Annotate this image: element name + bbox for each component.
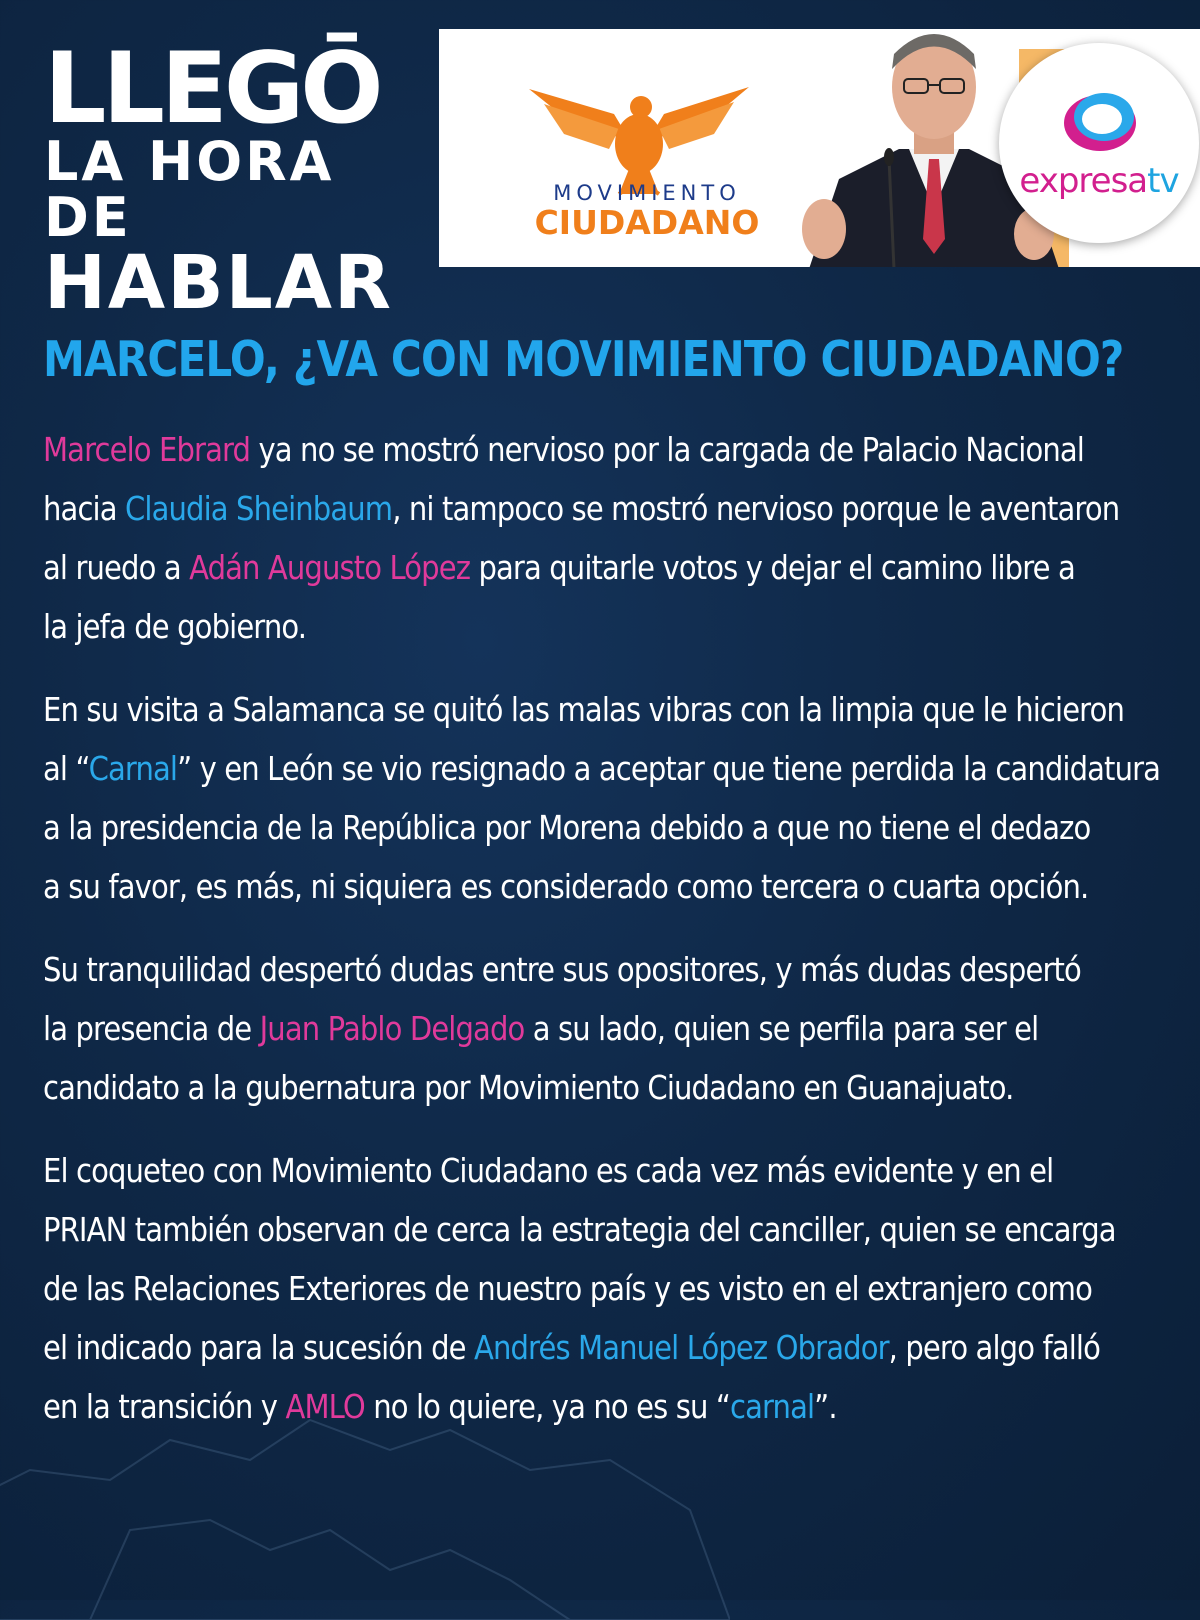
text-span: ”. [814,1387,837,1426]
text-line [43,999,1178,1058]
highlight-name: Marcelo Ebrard [43,430,251,469]
text-line [43,1318,1178,1377]
highlight-name: Adán Augusto López [189,548,471,587]
brand-line-1: LLEGŌ [44,32,380,146]
highlight-word: carnal [729,1387,815,1426]
highlight-name: AMLO [285,1387,365,1426]
text-span: en la transición y [43,1387,286,1426]
text-line: candidato a la gubernatura por Movimiento Ciudadano en Guanajuato. [43,1068,1014,1107]
paragraph-1 [43,420,1178,656]
text-line: Su tranquilidad despertó dudas entre sus opositores, y más dudas despertó [43,950,1081,989]
text-span: para quitarle votos y dejar el camino libre a [470,548,1075,587]
text-line: El coqueteo con Movimiento Ciudadano es cada vez más evidente y en el [43,1151,1054,1190]
channel-name-prefix: expresa [1019,161,1148,201]
text-line [43,739,1178,798]
highlight-name: Claudia Sheinbaum [124,489,393,528]
text-span: al “ [43,749,89,788]
text-line: En su visita a Salamanca se quitó las malas vibras con la limpia que le hicieron [43,690,1125,729]
channel-name [999,161,1199,201]
paragraph-4 [43,1141,1178,1436]
highlight-name: Andrés Manuel López Obrador [473,1328,889,1367]
text-span: ya no se mostró nervioso por la cargada de Palacio Nacional [250,430,1084,469]
paragraph-2 [43,680,1178,916]
paragraph-3 [43,940,1178,1117]
text-line: la jefa de gobierno. [43,607,307,646]
text-line [43,538,1178,597]
party-name-top: MOVIMIENTO [553,181,741,205]
text-line [43,420,1178,479]
text-line: a la presidencia de la República por Morena debido a que no tiene el dedazo [43,808,1091,847]
text-line: PRIAN también observan de cerca la estrategia del canciller, quien se encarga [43,1210,1116,1249]
text-line [43,1377,1178,1436]
text-span: ” y en León se vio resignado a aceptar que tiene perdida la candidatura [177,749,1161,788]
text-span: no lo quiere, ya no es su “ [364,1387,730,1426]
text-span: el indicado para la sucesión de [43,1328,474,1367]
channel-name-suffix: tv [1147,161,1179,201]
channel-logo [999,43,1199,243]
text-line: a su favor, es más, ni siquiera es considerado como tercera o cuarta opción. [43,867,1089,906]
article-headline: MARCELO, ¿VA CON MOVIMIENTO CIUDADANO? [43,331,1124,388]
brand-line-2: LA HORA DE [44,130,335,249]
party-name-bottom: CIUDADANO [534,203,760,242]
text-span: la presencia de [43,1009,260,1048]
text-span: a su lado, quien se perfila para ser el [524,1009,1039,1048]
highlight-word: Carnal [88,749,178,788]
header-banner [439,29,1200,267]
text-span: hacia [43,489,125,528]
brand-line-3: HABLAR [44,240,394,326]
article-body [43,420,1193,1460]
brand-logo [44,32,404,326]
text-span: , pero algo falló [888,1328,1100,1367]
text-line: de las Relaciones Exteriores de nuestro país y es visto en el extranjero como [43,1269,1092,1308]
highlight-name: Juan Pablo Delgado [259,1009,525,1048]
text-line [43,479,1178,538]
text-span: al ruedo a [43,548,190,587]
channel-swirl-icon [1057,83,1143,159]
text-span: , ni tampoco se mostró nervioso porque le aventaron [392,489,1120,528]
